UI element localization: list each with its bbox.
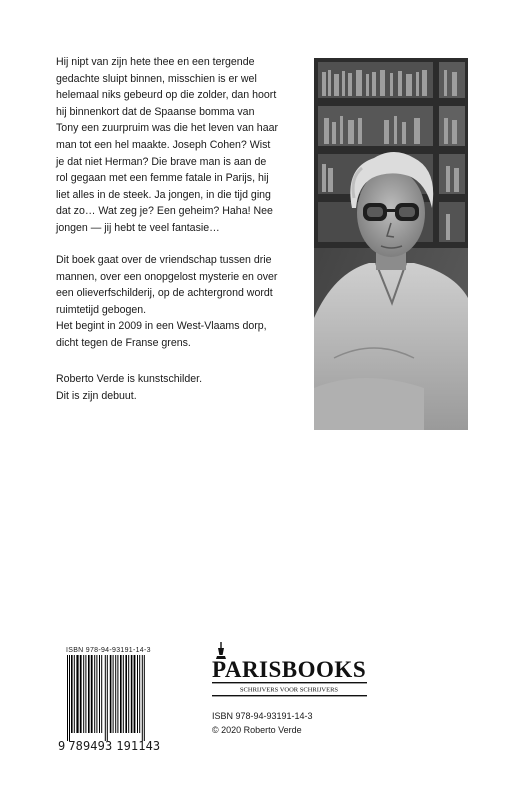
blurb-line: hij binnenkort dat de Spaanse bomma van: [56, 105, 255, 118]
barcode-group-1: 789493: [68, 739, 113, 753]
blurb-line: man tot een hel maakte. Joseph Cohen? Wist: [56, 138, 271, 151]
blurb-line: helemaal niks gebeurd op die zolder, dan hoort: [56, 89, 277, 102]
blurb-line: Dit boek gaat over de vriendschap tussen drie: [56, 254, 272, 266]
publisher-logo: [212, 642, 367, 702]
barcode-bar: [125, 655, 127, 733]
barcode-bar: [128, 655, 129, 733]
barcode-bar: [69, 655, 70, 741]
barcode-bar: [123, 655, 124, 733]
barcode-bar: [120, 655, 122, 733]
publisher-info: [212, 709, 313, 737]
blurb-line: dicht tegen de Franse grens.: [56, 336, 191, 349]
barcode-bar: [99, 655, 100, 733]
barcode-bar: [137, 655, 138, 733]
barcode-bar: [142, 655, 143, 741]
blurb-line: jongen — jij hebt te veel fantasie…: [56, 221, 220, 234]
publisher-isbn: ISBN 978-94-93191-14-3: [212, 711, 313, 721]
blurb-line: Hij nipt van zijn hete thee en een tergende: [56, 56, 255, 68]
blurb-line: je dat niet Herman? Die brave man is aan de: [56, 155, 267, 168]
author-photo: [314, 58, 468, 430]
publisher-tagline: SCHRIJVERS VOOR SCHRIJVERS: [239, 686, 339, 694]
barcode-bar: [139, 655, 140, 733]
barcode-bar: [88, 655, 90, 733]
isbn-barcode: [58, 647, 168, 757]
blurb-line: liet alles in de steek. Ja jongen, in die tijd ging: [56, 188, 271, 201]
blurb-line: rol gegaan met een femme fatale in Parijs, hij: [56, 172, 269, 185]
barcode-bars: [58, 655, 168, 741]
barcode-bar: [115, 655, 116, 733]
barcode-bar: [80, 655, 82, 733]
barcode-bar: [94, 655, 95, 733]
blurb-line: dat zo… Wat zeg je? Een geheim? Haha! Nee: [56, 205, 273, 218]
blurb-line: Het begint in 2009 in een West-Vlaams dorp,: [56, 320, 267, 333]
barcode-group-2: 191143: [116, 739, 161, 753]
barcode-bar: [134, 655, 136, 733]
publisher-name: PARISBOOKS: [212, 657, 367, 682]
blurb-line: Dit is zijn debuut.: [56, 389, 137, 402]
barcode-bar: [101, 655, 102, 733]
barcode-bar: [83, 655, 84, 733]
barcode-bar: [131, 655, 133, 733]
barcode-bar: [107, 655, 108, 741]
barcode-bar: [113, 655, 114, 733]
barcode-isbn-label: ISBN 978-94-93191-14-3: [66, 647, 151, 654]
blurb-line: Tony een zuurpruim was die het leven van haar: [56, 122, 279, 135]
blurb-paragraph-1: [56, 54, 306, 237]
barcode-bar: [76, 655, 78, 733]
blurb-line: een olieverfschilderij, op de achtergrond wordt: [56, 287, 273, 300]
blurb-line: Roberto Verde is kunstschilder.: [56, 373, 203, 385]
barcode-bar: [91, 655, 93, 733]
barcode-bar: [96, 655, 97, 733]
blurb-line: mannen, over een onopgelost mysterie en over: [56, 270, 278, 283]
author-bio: [56, 371, 306, 404]
blurb-line: ruimtetijd gebogen.: [56, 303, 147, 316]
barcode-bar: [74, 655, 75, 733]
barcode-bar: [110, 655, 112, 733]
barcode-digits: [58, 739, 168, 753]
barcode-lead-digit: 9: [58, 739, 66, 753]
barcode-bar: [105, 655, 106, 741]
barcode-bar: [85, 655, 86, 733]
blurb-paragraph-2: [56, 252, 306, 352]
barcode-bar: [67, 655, 68, 741]
barcode-bar: [144, 655, 145, 741]
barcode-bar: [71, 655, 73, 733]
barcode-bar: [117, 655, 118, 733]
blurb-line: gedachte sluipt binnen, misschien is er wel: [56, 72, 257, 85]
copyright-notice: © 2020 Roberto Verde: [212, 725, 302, 735]
